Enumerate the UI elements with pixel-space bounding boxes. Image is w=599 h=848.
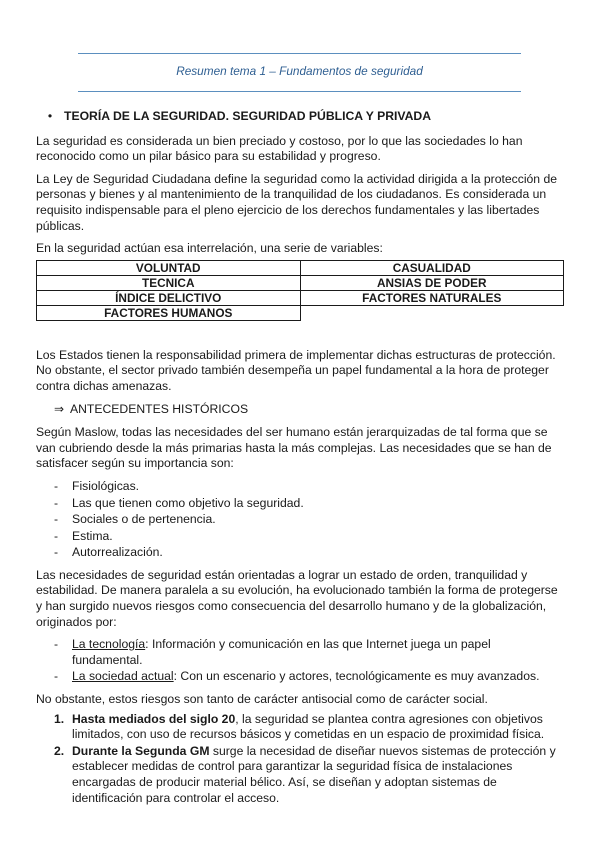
right-arrow-icon: ⇒ (54, 401, 65, 416)
table-cell: VOLUNTAD (37, 260, 301, 275)
paragraph-5: Según Maslow, todas las necesidades del ser humano están jerarquizadas de tal forma que se van cubriendo desde la más primarias hasta la más complejas. Las necesidades que se han de satisfacer según su importancia son: (36, 425, 552, 471)
list-item: - Las que tienen como objetivo la seguridad. (36, 496, 564, 512)
table-cell: CASUALIDAD (300, 260, 564, 275)
paragraph-2: La Ley de Seguridad Ciudadana define la seguridad como la actividad dirigida a la protección de personas y bienes y al mantenimiento de la tranquilidad de los ciudadanos. Es considerada un requisito indispensable para el pleno ejercicio de los derechos fundamentales y las libertades públicas. (36, 171, 558, 233)
paragraph-6: Las necesidades de seguridad están orientadas a lograr un estado de orden, tranquilidad y estabilidad. De manera paralela a su evolución, ha evolucionado también la forma de protegerse y han surgido nuevos riesgos como consecuencia del desarrollo humano y de la globalización, originados por: (36, 567, 558, 629)
header-top-rule (78, 53, 521, 54)
paragraph-1: La seguridad es considerada un bien preciado y costoso, por lo que las sociedades lo han reconocido como un pilar básico para su estabilidad y progreso. (36, 133, 523, 164)
document-body (36, 109, 564, 807)
table-row (37, 290, 564, 305)
paragraph-4: Los Estados tienen la responsabilidad primera de implementar dichas estructuras de protección. No obstante, el sector privado también desempeña un papel fundamental a la hora de proteger contra dichas amenazas. (36, 347, 556, 393)
dash-icon: - (54, 495, 59, 510)
bullet-icon: • (47, 109, 53, 123)
dash-icon: - (54, 528, 59, 543)
list-item: - Estima. (36, 529, 564, 545)
needs-list (36, 479, 564, 561)
paragraph-7: No obstante, estos riesgos son tanto de carácter antisocial como de carácter social. (36, 692, 488, 707)
section-title: TEORÍA DE LA SEGURIDAD. SEGURIDAD PÚBLICA Y PRIVADA (64, 109, 432, 123)
list-item: - Fisiológicas. (36, 479, 564, 495)
dash-icon: - (54, 669, 59, 684)
table-cell: ANSIAS DE PODER (300, 275, 564, 290)
list-item: - La tecnología: Información y comunicación en las que Internet juega un papel fundamental. (36, 637, 564, 668)
history-list (36, 712, 564, 807)
dash-icon: - (54, 512, 59, 527)
subsection-title: ANTECEDENTES HISTÓRICOS (70, 401, 249, 416)
variables-table (36, 260, 564, 321)
origin-term: La tecnología (71, 637, 146, 652)
item-number: 1. (54, 711, 65, 726)
table-row (37, 305, 564, 320)
list-item: 1. Hasta mediados del siglo 20, la seguridad se plantea contra agresiones con objetivos limitados, con uso de recursos básicos y cometidas en un espacio de proximidad física. (36, 712, 564, 743)
list-item: - La sociedad actual: Con un escenario y actores, tecnológicamente es muy avanzados. (36, 669, 564, 685)
table-cell: FACTORES NATURALES (300, 290, 564, 305)
table-cell: FACTORES HUMANOS (37, 305, 301, 320)
origins-list (36, 637, 564, 685)
dash-icon: - (54, 478, 59, 493)
item-number: 2. (54, 743, 65, 758)
subsection-heading (54, 402, 564, 418)
page-header: Resumen tema 1 – Fundamentos de seguridad (176, 64, 423, 78)
dash-icon: - (54, 637, 59, 652)
dash-icon: - (54, 545, 59, 560)
list-item: - Sociales o de pertenencia. (36, 512, 564, 528)
header-bottom-rule (78, 91, 521, 92)
table-row (37, 275, 564, 290)
list-item: 2. Durante la Segunda GM surge la necesidad de diseñar nuevos sistemas de protección y establecer medidas de control para garantizar la seguridad física de instalaciones encargadas de producir material bélico. Así, se diseñan y adoptan sistemas de identificación para controlar el acceso. (36, 744, 564, 806)
table-cell: TECNICA (37, 275, 301, 290)
origin-term: La sociedad actual (72, 669, 174, 684)
paragraph-3: En la seguridad actúan esa interrelación, una serie de variables: (36, 241, 383, 256)
list-item: - Autorrealización. (36, 545, 564, 561)
table-cell-empty (300, 305, 564, 320)
section-heading (36, 109, 564, 125)
table-row (37, 260, 564, 275)
item-bold-lead: Durante la Segunda GM (72, 743, 210, 758)
table-cell: ÍNDICE DELICTIVO (37, 290, 301, 305)
item-bold-lead: Hasta mediados del siglo 20 (72, 711, 236, 726)
